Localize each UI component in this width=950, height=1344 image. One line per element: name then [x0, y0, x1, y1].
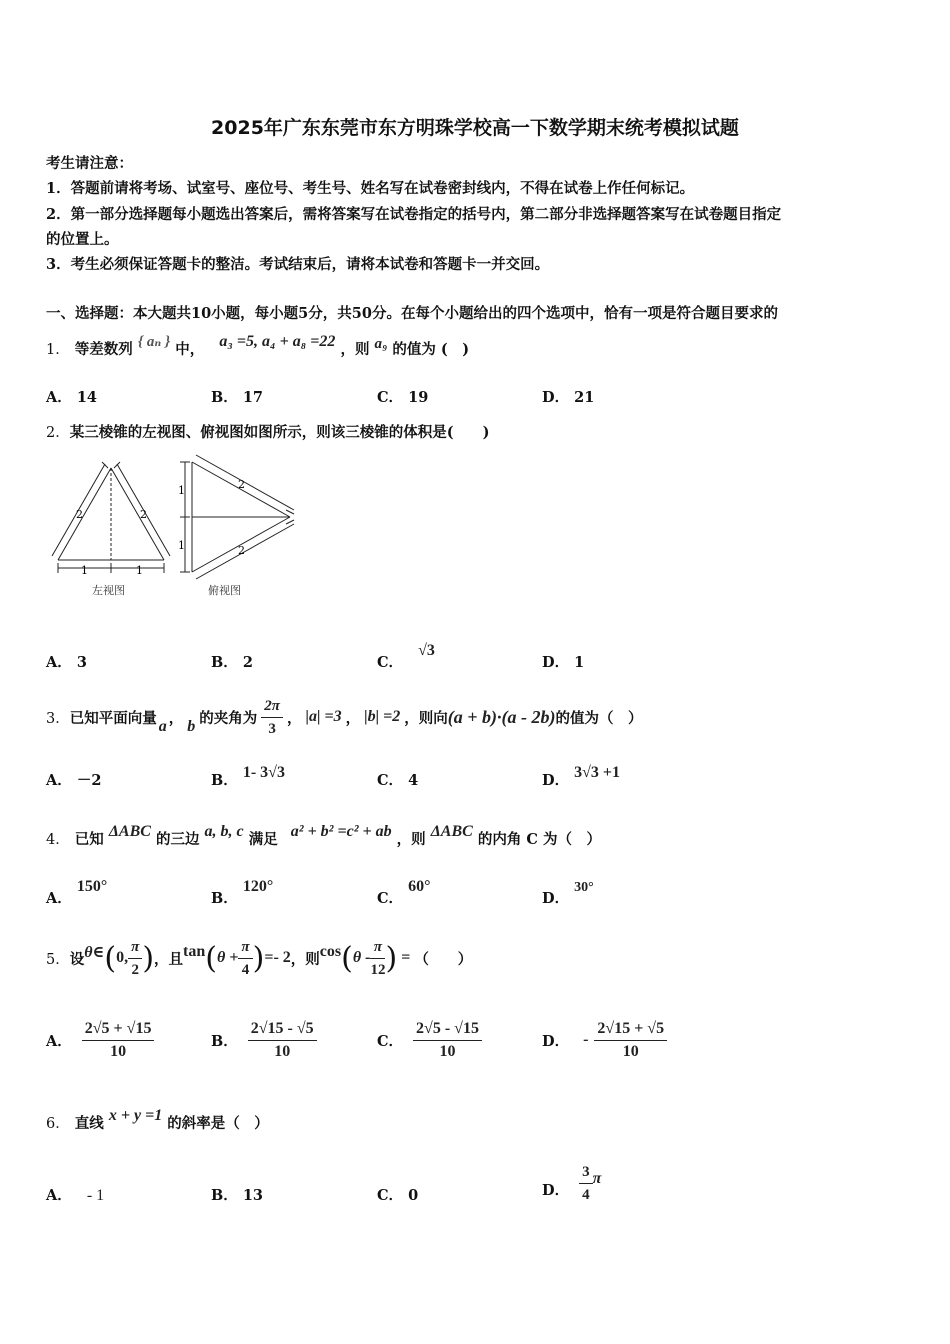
q5-pi-over-4 — [238, 936, 252, 981]
q4-sides: a, b, c — [204, 823, 244, 840]
top-view-caption: 俯视图 — [208, 584, 241, 597]
option-label: C． — [377, 654, 404, 671]
q3-vector-b: b — [187, 718, 196, 735]
q5-interval-left: 0, — [116, 949, 129, 966]
option-label: B． — [211, 654, 238, 671]
q1-number: 1． — [46, 342, 70, 358]
pi: π — [128, 936, 142, 959]
option-label: B． — [211, 1032, 238, 1050]
twelve: 12 — [370, 961, 386, 978]
option-text: 3 — [76, 654, 87, 671]
option-label: A． — [46, 654, 72, 671]
option-label: C． — [377, 772, 404, 789]
two: 2 — [131, 961, 139, 978]
notice-heading: 考生请注意： — [46, 155, 133, 172]
notice-item-2-cont: 的位置上。 — [46, 231, 119, 248]
q5-text-2: ，且 — [154, 950, 184, 968]
q4-text-3: 满足 — [248, 831, 278, 848]
option-denominator: 10 — [439, 1042, 456, 1060]
option-numerator: 2√5 - √15 — [413, 1018, 482, 1041]
option-text: 1 — [574, 654, 585, 671]
q1-text-3: ，则 — [340, 341, 370, 358]
option-text: 60° — [408, 878, 431, 895]
section-heading: 一、选择题：本大题共10小题，每小题5分，共50分。在每个小题给出的四个选项中，恰有一项是符合题目要求的 — [46, 305, 778, 322]
option-denominator: 4 — [582, 1187, 590, 1203]
q1-text-4: 的值为 ( ) — [392, 341, 470, 358]
q3-number: 3． — [46, 710, 70, 727]
q5-eq2: = — [401, 949, 411, 966]
q6-option-d[interactable] — [542, 1158, 601, 1206]
left-view-caption: 左视图 — [92, 584, 125, 597]
option-label: B． — [211, 890, 238, 907]
option-text: 3√3 +1 — [574, 764, 621, 781]
question-4 — [46, 823, 601, 849]
q5-pi-over-2 — [128, 936, 142, 981]
q3-option-c[interactable] — [377, 769, 418, 790]
q3-text: 已知平面向量 — [69, 709, 157, 727]
option-label: C． — [377, 1032, 404, 1050]
left-view-label-2b: 2 — [140, 508, 147, 521]
angle-numerator: 2π — [261, 695, 283, 718]
option-label: D． — [542, 890, 570, 907]
q4-number: 4． — [46, 832, 70, 848]
q3-angle — [261, 695, 283, 740]
option-text: 120° — [242, 878, 274, 895]
option-label: B． — [211, 772, 238, 789]
option-fraction — [248, 1018, 317, 1063]
q4-text-4: ，则 — [396, 831, 426, 848]
option-denominator: 10 — [110, 1042, 127, 1060]
option-text: 1- 3√3 — [242, 764, 285, 781]
option-numerator: 2√15 + √5 — [594, 1018, 667, 1041]
q3-text-2: 的夹角为 — [199, 709, 258, 727]
q5-option-a[interactable] — [46, 1015, 154, 1065]
q4-triangle-2: ΔABC — [430, 823, 473, 840]
question-2 — [46, 421, 489, 442]
q5-text-4: （ ） — [414, 950, 473, 968]
top-view-label-2b: 2 — [238, 544, 245, 557]
q2-option-a[interactable] — [46, 651, 87, 672]
notice-item-3: 3．考生必须保证答题卡的整洁。考试结束后，请将本试卷和答题卡一并交回。 — [46, 256, 550, 273]
left-view-label-2a: 2 — [76, 508, 83, 521]
option-text: √3 — [418, 642, 435, 659]
q3-modulus-a: |a| =3 — [305, 708, 342, 725]
q3-text-4: 的值为（ ） — [555, 709, 643, 727]
option-text: 19 — [408, 389, 429, 406]
pi: π — [238, 936, 252, 959]
top-view-label-1b: 1 — [178, 539, 185, 552]
top-view-label-2a: 2 — [238, 478, 245, 491]
q3-option-a[interactable] — [46, 769, 101, 790]
notice-item-2: 2．第一部分选择题每小题选出答案后，需将答案写在试卷指定的括号内，第二部分非选择题答案写在试卷题目指定 — [46, 206, 782, 223]
q4-text-5: 的内角 C 为（ ） — [477, 831, 601, 848]
top-view-label-1a: 1 — [178, 484, 185, 497]
q2-option-b[interactable] — [211, 651, 253, 672]
q1-text-2: 中， — [175, 341, 205, 358]
option-numerator: 2√15 - √5 — [248, 1018, 317, 1041]
option-label: A． — [46, 890, 72, 907]
q4-option-b[interactable] — [211, 878, 274, 908]
option-label: A． — [46, 772, 72, 789]
question-5: 5． 设 θ∈ ( 0, $\frac{\pi}{2}$ ) ，且 tan ( θ + $\frac{\pi}{4}$ ) =- 2 ，则 cos ( θ - $\frac{\pi}{12}$ ) = （ ） — [46, 933, 472, 983]
question-6 — [46, 1107, 269, 1133]
q5-option-d[interactable] — [542, 1015, 667, 1065]
q5-option-c[interactable] — [377, 1015, 482, 1065]
q1-option-c[interactable] — [377, 386, 428, 407]
angle-denominator: 3 — [268, 720, 276, 737]
option-text: 2 — [242, 654, 253, 671]
option-text: 0 — [408, 1187, 419, 1204]
q6-option-c[interactable] — [377, 1184, 418, 1205]
q4-triangle: ΔABC — [108, 823, 151, 840]
q6-equation: x + y =1 — [108, 1107, 163, 1124]
q3-modulus-b: |b| =2 — [364, 708, 401, 725]
left-view — [52, 462, 170, 573]
question-1 — [46, 333, 470, 359]
notice-item-1: 1．答题前请将考场、试室号、座位号、考生号、姓名写在试卷密封线内，不得在试卷上作任何标记。 — [46, 180, 695, 197]
q2-number: 2． — [46, 425, 70, 441]
page-title: 2025年广东东莞市东方明珠学校高一下数学期末统考模拟试题 — [211, 117, 739, 139]
q3-expression: (a + b)·(a - 2b) — [447, 706, 556, 727]
pi: π — [370, 936, 385, 959]
left-view-label-1a: 1 — [81, 564, 88, 577]
q6-number: 6． — [46, 1116, 70, 1132]
q6-text-2: 的斜率是（ ） — [167, 1115, 269, 1132]
left-view-label-1b: 1 — [136, 564, 143, 577]
option-text: - 1 — [86, 1187, 105, 1204]
q5-cos: cos — [319, 943, 342, 960]
q5-theta-minus: θ - — [352, 949, 371, 966]
q5-text-3: ，则 — [290, 950, 320, 968]
q4-option-d[interactable] — [542, 880, 594, 908]
option-denominator: 10 — [274, 1042, 291, 1060]
option-label: C． — [377, 1187, 404, 1204]
q2-option-c[interactable] — [377, 642, 435, 672]
q1-target: a₉ — [374, 336, 388, 352]
option-text: 150° — [76, 878, 108, 895]
q3-vector-a: a — [158, 718, 167, 735]
q6-text: 直线 — [74, 1115, 104, 1132]
q6-option-a[interactable] — [46, 1184, 104, 1205]
option-text: 4 — [408, 772, 419, 789]
q3-comma: ， — [168, 709, 184, 727]
option-text: 21 — [574, 389, 595, 406]
q5-tan: tan — [183, 943, 206, 960]
option-label: C． — [377, 890, 404, 907]
option-label: A． — [46, 1187, 72, 1204]
q5-text: 设 — [69, 950, 85, 968]
option-sign: - — [583, 1031, 589, 1048]
option-label: D． — [542, 1182, 570, 1199]
option-label: D． — [542, 389, 570, 406]
option-numerator: 3 — [579, 1161, 593, 1184]
q1-option-a[interactable] — [46, 386, 97, 407]
option-text: 17 — [242, 389, 264, 406]
option-numerator: 2√5 + √15 — [82, 1018, 155, 1041]
option-label: A． — [46, 1032, 72, 1050]
q4-option-a[interactable] — [46, 878, 108, 908]
option-label: C． — [377, 389, 404, 406]
q5-eq1: =- 2 — [264, 949, 291, 966]
option-label: D． — [542, 654, 570, 671]
option-pi: π — [592, 1170, 602, 1187]
four: 4 — [241, 961, 250, 978]
q3-text-3: ，则向 — [404, 709, 448, 727]
option-fraction — [579, 1161, 593, 1206]
option-text: 14 — [76, 389, 98, 406]
q2-figure — [40, 452, 310, 604]
q4-text: 已知 — [74, 831, 104, 848]
option-label: B． — [211, 389, 238, 406]
q6-option-b[interactable] — [211, 1184, 263, 1205]
q1-option-b[interactable] — [211, 386, 263, 407]
q1-condition: a₃ =5, a₄ + a₈ =22 — [219, 333, 336, 350]
q5-theta-in: θ∈ — [84, 944, 105, 961]
question-3: 3． 已知平面向量 a ， b 的夹角为 $\frac{2\pi}{3}$ ， |a| =3 ， |b| =2 ，则向 (a + b)·(a - 2b) 的值为（ ） — [46, 694, 643, 740]
q5-pi-over-12 — [370, 936, 385, 981]
option-denominator: 10 — [622, 1042, 639, 1060]
q4-text-2: 的三边 — [155, 831, 200, 848]
q3-option-b[interactable] — [211, 764, 285, 790]
option-label: D． — [542, 772, 570, 789]
option-label: A． — [46, 389, 72, 406]
top-view — [180, 455, 294, 579]
q5-theta-plus: θ + — [216, 949, 239, 966]
option-fraction — [82, 1018, 155, 1063]
option-fraction — [594, 1018, 667, 1063]
option-label: D． — [542, 1032, 570, 1050]
q1-option-d[interactable] — [542, 386, 594, 407]
q4-option-c[interactable] — [377, 878, 431, 908]
q4-condition: a² + b² =c² + ab — [290, 823, 392, 840]
option-fraction — [413, 1018, 482, 1063]
option-text: 13 — [242, 1187, 264, 1204]
option-text: 30° — [574, 880, 594, 895]
q5-number: 5． — [46, 951, 70, 968]
q3-option-d[interactable] — [542, 764, 621, 790]
q1-text: 等差数列 — [74, 341, 133, 358]
option-label: B． — [211, 1187, 238, 1204]
q2-option-d[interactable] — [542, 651, 584, 672]
q5-option-b[interactable] — [211, 1015, 317, 1065]
q1-sequence: { aₙ } — [137, 334, 171, 350]
q2-text: 某三棱锥的左视图、俯视图如图所示，则该三棱锥的体积是( ) — [69, 424, 490, 441]
option-text: －2 — [76, 772, 102, 789]
